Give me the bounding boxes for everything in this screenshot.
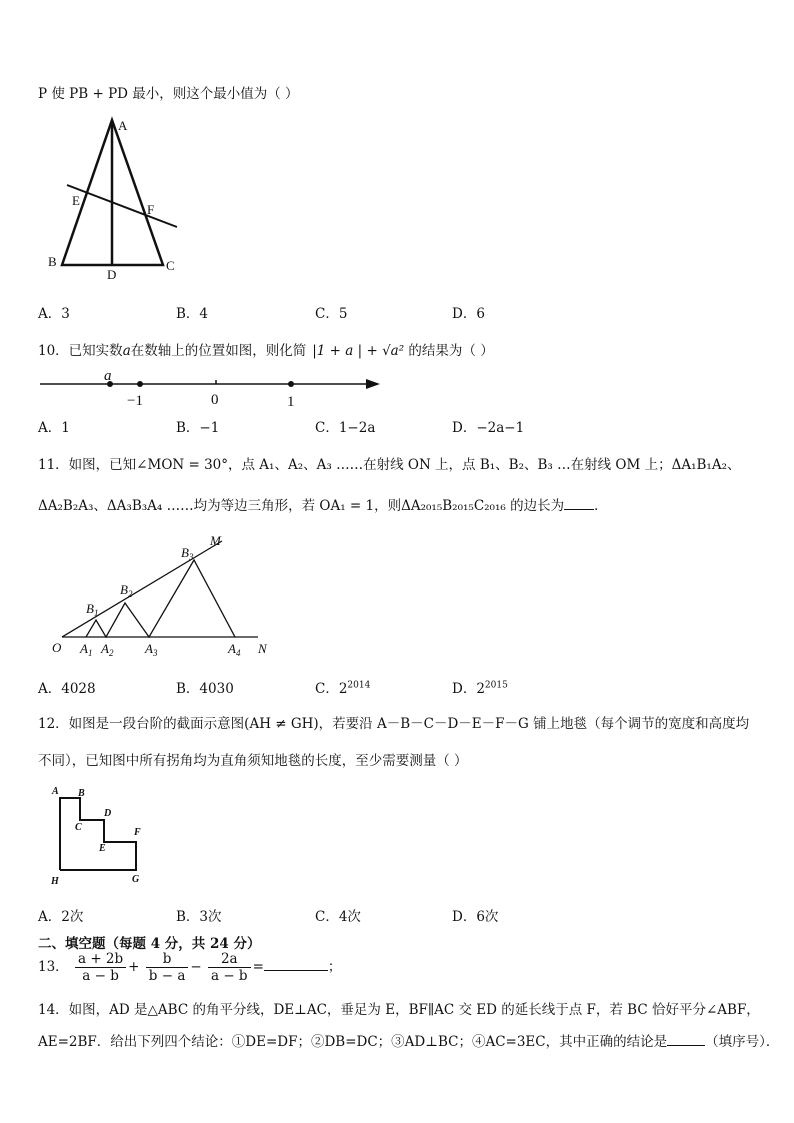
q11-option-c[interactable]: C．$2^{2014}$ xyxy=(315,680,371,697)
q9-option-a[interactable]: A．3 xyxy=(38,306,70,322)
q9-option-b[interactable]: B．4 xyxy=(176,306,209,322)
numberline-label-1: 1 xyxy=(287,394,295,410)
q10-stem: 10．已知实数a在数轴上的位置如图，则化简 |1 + a | + √a² 的结果为（ ） xyxy=(38,343,494,359)
numberline-label-a: a xyxy=(104,368,112,384)
q14-answer-blank[interactable] xyxy=(667,1045,705,1046)
q11-option-b[interactable]: B．4030 xyxy=(176,681,234,697)
q9-option-d[interactable]: D．6 xyxy=(452,306,485,322)
q9-option-c[interactable]: C．5 xyxy=(315,306,348,322)
q13-answer-blank[interactable] xyxy=(264,970,328,971)
q9-label-a: A xyxy=(118,118,128,133)
q12-label-g: G xyxy=(132,874,140,885)
q9-label-e: E xyxy=(72,193,80,208)
q14-line2: AE=2BF．给出下列四个结论：①DE=DF；②DB=DC；③AD⊥BC；④AC=3EC，其中正确的结论是 （填序号）． xyxy=(38,1034,780,1050)
q9-label-d: D xyxy=(107,267,117,282)
q11-option-d[interactable]: D．$2^{2015}$ xyxy=(452,680,508,697)
q12-option-d[interactable]: D．6次 xyxy=(452,909,499,925)
q12-line1: 12．如图是一段台阶的截面示意图(AH ≠ GH)，若要沿 A－B－C－D－E－F－G 铺上地毯（每个调节的宽度和高度均 xyxy=(38,716,750,732)
q11-label-b3: $B_3$ xyxy=(181,545,194,562)
q11-line2: ΔA₂B₂A₃、ΔA₃B₃A₄ ……均为等边三角形，若 OA₁ = 1，则ΔA₂₀₁₅B₂₀₁₅C₂₀₁₆ 的边长为 ． xyxy=(38,498,608,514)
q10-option-c[interactable]: C．1−2a xyxy=(315,420,376,436)
q10-option-b[interactable]: B．−1 xyxy=(176,420,220,436)
q12-label-a: A xyxy=(52,786,59,797)
q11-label-a2: $A_2$ xyxy=(101,641,114,658)
q12-option-a[interactable]: A．2次 xyxy=(38,909,84,925)
q9-label-b: B xyxy=(48,254,57,269)
q12-label-f: F xyxy=(134,827,141,838)
q9-label-f: F xyxy=(147,202,155,217)
numberline-label-neg1: −1 xyxy=(127,393,143,409)
q11-label-b1: $B_1$ xyxy=(86,601,99,618)
q11-label-a1: $A_1$ xyxy=(80,641,93,658)
q11-option-a[interactable]: A．4028 xyxy=(38,681,96,697)
q11-label-a4: $A_4$ xyxy=(228,641,241,658)
q11-label-o: O xyxy=(52,640,62,655)
q12-line2: 不同），已知图中所有拐角均为直角须知地毯的长度，至少需要测量（ ） xyxy=(38,753,468,769)
q12-label-b: B xyxy=(78,788,85,799)
q12-label-d: D xyxy=(104,808,112,819)
q10-option-d[interactable]: D．−2a−1 xyxy=(452,420,525,436)
numberline-label-0: 0 xyxy=(211,392,219,408)
q14-line1: 14．如图，AD 是△ABC 的角平分线，DE⊥AC，垂足为 E，BF∥AC 交 ED 的延长线于点 F，若 BC 恰好平分∠ABF， xyxy=(38,1002,760,1018)
q11-line1: 11．如图，已知∠MON = 30°，点 A₁、A₂、A₃ ……在射线 ON 上，点 B₁、B₂、B₃ …在射线 OM 上；ΔA₁B₁A₂、 xyxy=(38,457,741,473)
q11-label-m: M xyxy=(210,533,221,548)
q12-label-h: H xyxy=(51,876,59,887)
q11-label-a3: $A_3$ xyxy=(145,641,158,658)
q10-option-a[interactable]: A．1 xyxy=(38,420,70,436)
q11-label-b2: $B_2$ xyxy=(120,582,133,599)
q12-label-e: E xyxy=(99,843,106,854)
q9-stem: P 使 PB + PD 最小，则这个最小值为（ ） xyxy=(38,86,299,102)
q12-option-b[interactable]: B．3次 xyxy=(176,909,222,925)
q11-label-n: N xyxy=(258,641,267,656)
q13-expression: 13． $\frac{a + 2b}{a - b}$ + $\frac{b}{b - a}$ − $\frac{2a}{a - b}$ = ； xyxy=(38,951,342,984)
q9-label-c: C xyxy=(166,258,175,273)
q12-label-c: C xyxy=(75,822,82,833)
q12-option-c[interactable]: C．4次 xyxy=(315,909,361,925)
section-2-heading: 二、填空题（每题 4 分，共 24 分） xyxy=(38,936,261,952)
